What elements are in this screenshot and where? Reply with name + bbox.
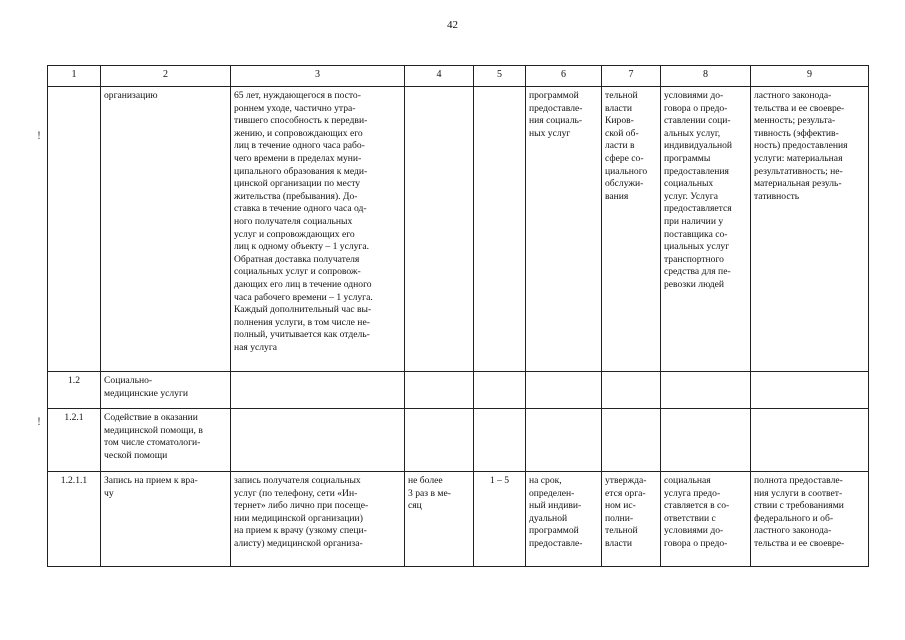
conditions-cell: условиями до- говора о предо- ставлении соци- альных услуг, индивидуальной программы предоставления социальных услуг. Услуга предоставляется при наличии у поставщика со- циальных услуг транспортного средства для пе- ревозки людей [661,87,751,372]
quality-cell: полнота предоставле- ния услуги в соответ- ствии с требованиями федерального и об- ластного законода- тельства и ее своевре- [751,472,869,567]
row-number: 1.2 [48,372,101,409]
services-table [47,65,869,567]
row-number: 1.2.1 [48,409,101,472]
frequency-cell: не более 3 раз в ме- сяц [405,472,474,567]
column-header: 5 [474,66,526,87]
norm-cell [474,372,526,409]
conditions-cell [661,409,751,472]
table-row [48,372,869,409]
service-name-cell: Запись на прием к вра- чу [101,472,231,567]
tariff-cell: тельной власти Киров- ской об- ласти в сфере со- циального обслужи- вания [602,87,661,372]
margin-mark: ! [37,128,41,142]
frequency-cell [405,372,474,409]
column-header: 1 [48,66,101,87]
column-header: 4 [405,66,474,87]
service-name-cell: Социально- медицинские услуги [101,372,231,409]
conditions-cell: социальная услуга предо- ставляется в со- ответствии с условиями до- говора о предо- [661,472,751,567]
norm-cell: 1 – 5 [474,472,526,567]
table-row [48,472,869,567]
page-number: 42 [447,19,458,31]
service-description-cell: 65 лет, нуждающегося в посто- роннем уходе, частично утра- тившего способность к передви- жению, и сопровождающих его лиц в течение одного часа рабо- чего времени в пределах муни- ципального образования к меди- цинской организации по месту жительства (пребывания). До- ставка в течение одного часа од- ного получателя социальных услуг и сопровождающих его лиц к одному объекту – 1 услуга. Обратная доставка получателя социальных услуг и сопровож- дающих его лиц в течение одного часа рабочего времени – 1 услуга. Каждый дополнительный час вы- полнения услуги, в том числе не- полный, учитывается как отдель- ная услуга [231,87,405,372]
term-cell [526,372,602,409]
norm-cell [474,409,526,472]
table-row [48,409,869,472]
column-header: 9 [751,66,869,87]
service-description-cell [231,409,405,472]
table-row [48,87,869,372]
term-cell: программой предоставле- ния социаль- ных услуг [526,87,602,372]
row-number [48,87,101,372]
service-name-cell: организацию [101,87,231,372]
service-description-cell [231,372,405,409]
column-header: 2 [101,66,231,87]
margin-mark: ! [37,414,41,428]
term-cell: на срок, определен- ный индиви- дуальной программой предоставле- [526,472,602,567]
table-header-row [48,66,869,87]
frequency-cell [405,409,474,472]
term-cell [526,409,602,472]
quality-cell [751,372,869,409]
quality-cell [751,409,869,472]
tariff-cell [602,372,661,409]
column-header: 8 [661,66,751,87]
frequency-cell [405,87,474,372]
service-name-cell: Содействие в оказании медицинской помощи, в том числе стоматологи- ческой помощи [101,409,231,472]
tariff-cell: утвержда- ется орга- ном ис- полни- тельной власти [602,472,661,567]
norm-cell [474,87,526,372]
column-header: 3 [231,66,405,87]
tariff-cell [602,409,661,472]
row-number: 1.2.1.1 [48,472,101,567]
service-description-cell: запись получателя социальных услуг (по телефону, сети «Ин- тернет» либо лично при посеще- нии медицинской организации) на прием к врачу (узкому специ- алисту) медицинской организа- [231,472,405,567]
column-header: 7 [602,66,661,87]
column-header: 6 [526,66,602,87]
quality-cell: ластного законода- тельства и ее своевре- менность; результа- тивность (эффектив- ность) предоставления услуги: материальная результативность; не- материальная резуль- тативность [751,87,869,372]
conditions-cell [661,372,751,409]
